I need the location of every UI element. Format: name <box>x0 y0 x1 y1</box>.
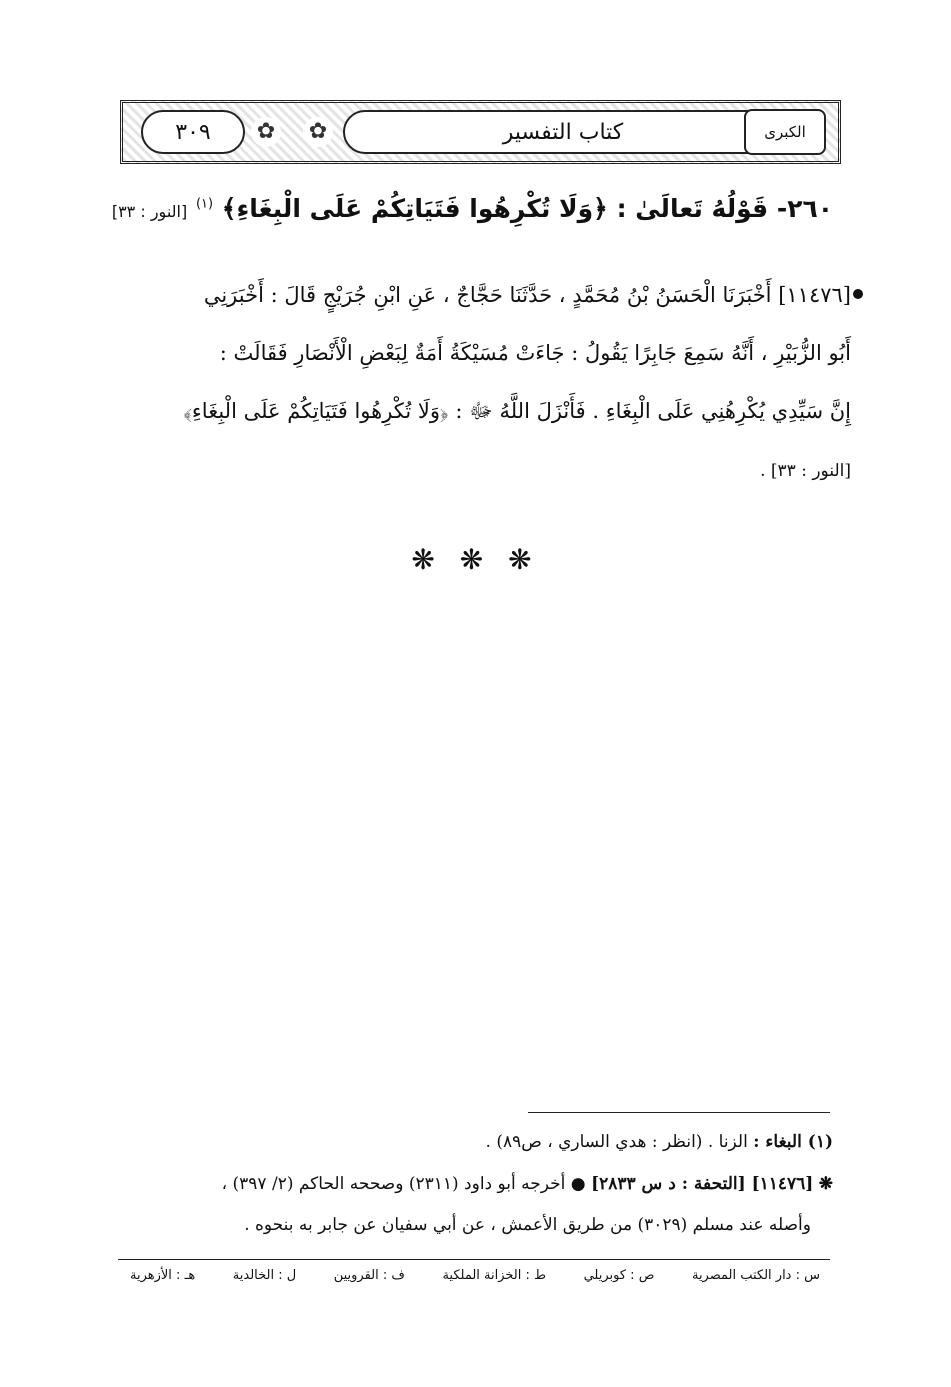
hadith-line-3: إِنَّ سَيِّدِي يُكْرِهُنِي عَلَى الْبِغَاءِ . فَأَنْزَلَ اللَّهُ ﷻ : ﴿وَلَا تُكْرِهُوا فَتَيَاتِكُمْ عَلَى الْبِغَاءِ﴾ <box>183 399 851 423</box>
chapter-heading <box>113 194 833 223</box>
footnote-1-label: (١) البغاء : <box>753 1132 833 1152</box>
footnote-2-label: [١١٤٧٦] [التحفة : د س ٢٨٣٣] <box>591 1174 814 1194</box>
legend-item: ف : القرويين <box>333 1268 405 1283</box>
legend-item: هـ : الأزهرية <box>130 1268 196 1283</box>
footnote-2 <box>113 1172 833 1196</box>
ornament-icon: ✿ <box>251 117 281 147</box>
footnote-2-continued: وأصله عند مسلم (٣٠٢٩) من طريق الأعمش ، عن أبي سفيان عن جابر به بنحوه . <box>244 1215 811 1235</box>
footnote-1-text: الزنا . (انظر : هدي الساري ، ص٨٩) . <box>485 1132 748 1152</box>
hadith-line-4: [النور : ٣٣] . <box>760 461 851 481</box>
manuscript-legend <box>130 1268 820 1283</box>
footnote-2-text: ● أخرجه أبو داود (٢٣١١) وصححه الحاكم (٢/ ٣٩٧) ، <box>221 1174 586 1194</box>
logo-emblem <box>744 109 826 155</box>
page-number: ٣٠٩ <box>141 110 245 154</box>
footnote-ref: (١) <box>195 196 214 212</box>
footnote-2-star: ❋ <box>818 1174 833 1194</box>
legend-item: ص : كوبريلي <box>583 1268 655 1283</box>
page-header <box>120 100 841 164</box>
heading-verse: ﴿وَلَا تُكْرِهُوا فَتَيَاتِكُمْ عَلَى الْبِغَاءِ﴾ <box>221 194 608 223</box>
book-title: كتاب التفسير <box>343 110 783 154</box>
legend-item: س : دار الكتب المصرية <box>691 1268 820 1283</box>
bullet-icon <box>853 289 863 299</box>
legend-divider <box>118 1259 830 1260</box>
hadith-line-2: أَبُو الزُّبَيْرِ ، أَنَّهُ سَمِعَ جَابِرًا يَقُولُ : جَاءَتْ مُسَيْكَةُ أَمَةٌ لِبَعْضِ الْأَنْصَارِ فَقَالَتْ : <box>219 341 851 365</box>
hadith-line-1: [١١٤٧٦] أَخْبَرَنَا الْحَسَنُ بْنُ مُحَمَّدٍ ، حَدَّثَنَا حَجَّاجٌ ، عَنِ ابْنِ جُرَيْجٍ قَالَ : أَخْبَرَنِي <box>203 283 851 307</box>
legend-item: ل : الخالدية <box>232 1268 297 1283</box>
footnote-divider <box>528 1112 830 1113</box>
footnote-1 <box>113 1130 833 1154</box>
logo-text: الكبرى <box>764 123 806 141</box>
legend-item: ط : الخزانة الملكية <box>442 1268 547 1283</box>
ornament-icon: ✿ <box>303 117 333 147</box>
heading-number-title: ٢٦٠- قَوْلُهُ تَعالَىٰ : <box>616 194 833 223</box>
section-separator: ❋ ❋ ❋ <box>411 543 540 576</box>
heading-reference: [النور : ٣٣] <box>111 202 188 221</box>
